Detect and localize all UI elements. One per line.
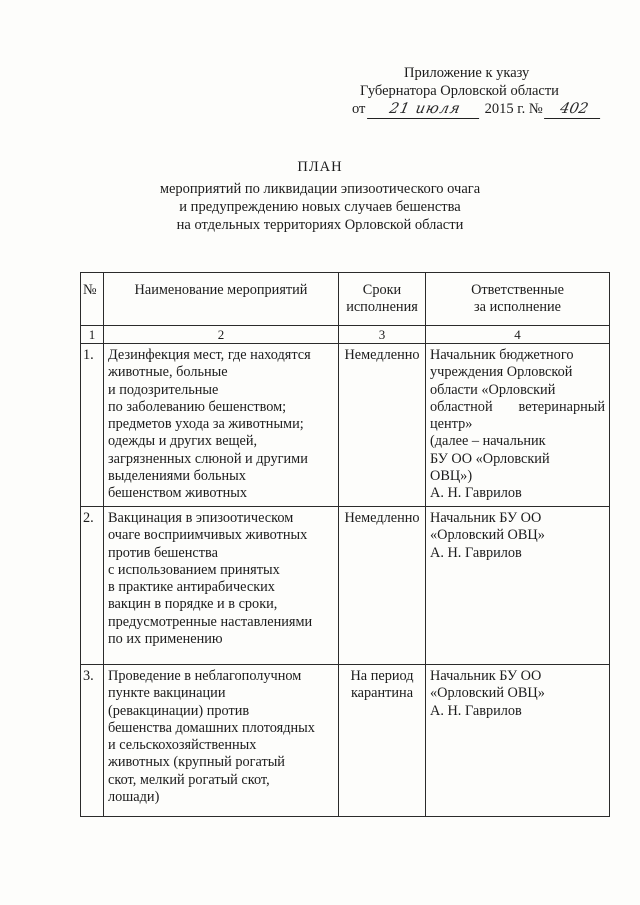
plan-subtitle-line: мероприятий по ликвидации эпизоотического очага [159, 181, 481, 197]
table-row [81, 344, 610, 507]
responsible-line: А. Н. Гаврилов [430, 485, 522, 502]
handwritten-date: 21 июля [367, 100, 483, 119]
terms-cell [339, 665, 426, 817]
table-header-row [81, 273, 610, 326]
responsible-line: БУ ОО «Орловский [430, 450, 550, 467]
measure-line: в практике антирабических [108, 579, 275, 596]
measure-line: одежды и других вещей, [108, 433, 258, 450]
responsible-line: А. Н. Гаврилов [430, 544, 522, 561]
column-number: 1 [81, 326, 104, 344]
responsible-line: (далее – начальник [430, 433, 546, 450]
row-number: 2. [83, 510, 94, 526]
row-number: 1. [83, 347, 94, 363]
measure-line: вакцин в порядке и в сроки, [108, 596, 278, 613]
terms-cell [339, 344, 426, 507]
measure-line: Проведение в неблагополучном [108, 668, 302, 684]
measure-line: животных (крупный рогатый [108, 754, 285, 771]
measure-line: загрязненных слюной и другими [108, 450, 308, 467]
measures-table [80, 272, 610, 817]
column-number-row [81, 326, 610, 344]
measure-line: предусмотренные наставлениями [108, 613, 313, 630]
decree-date-line [352, 100, 602, 119]
measure-line: с использованием принятых [108, 561, 280, 578]
responsible-line: областной ветеринарный [430, 398, 605, 415]
measure-line: против бешенства [108, 544, 218, 561]
year-and-number-label: 2015 г. № [484, 101, 543, 117]
terms-cell [339, 507, 426, 665]
responsible-line: Начальник бюджетного [430, 347, 574, 363]
responsible-cell [426, 665, 610, 817]
header-name: Наименование мероприятий [104, 273, 339, 326]
measure-line: (ревакцинации) против [108, 702, 250, 719]
responsible-line: Начальник БУ ОО [430, 510, 542, 526]
header-num: № [81, 273, 104, 326]
measure-line: предметов ухода за животными; [108, 416, 304, 433]
plan-subtitle-line: на отдельных территориях Орловской области [176, 217, 464, 233]
measure-line: по их применению [108, 631, 223, 648]
responsible-line: Начальник БУ ОО [430, 668, 542, 684]
responsible-line: «Орловский ОВЦ» [430, 685, 545, 702]
header-responsible: Ответственные за исполнение [426, 273, 610, 326]
terms-line: Немедленно [344, 510, 420, 526]
handwritten-number: 402 [544, 100, 604, 119]
column-number: 2 [104, 326, 339, 344]
responsible-cell [426, 344, 610, 507]
measure-line: бешенством животных [108, 485, 247, 502]
measure-line: выделениями больных [108, 468, 246, 485]
responsible-cell [426, 507, 610, 665]
measure-line: животные, больные [108, 364, 228, 381]
table-row [81, 507, 610, 665]
terms-line: На период [350, 668, 414, 684]
measure-line: очаге восприимчивых животных [108, 527, 308, 544]
measure-line: пункте вакцинации [108, 685, 226, 702]
row-number-cell [81, 665, 104, 817]
table-row [81, 665, 610, 817]
column-number: 3 [339, 326, 426, 344]
responsible-line: центр» [430, 416, 473, 433]
row-number-cell [81, 507, 104, 665]
measure-line: Вакцинация в эпизоотическом [108, 510, 294, 526]
measure-line: и подозрительные [108, 381, 219, 398]
terms-line: Немедленно [344, 347, 420, 363]
measure-line: лошади) [108, 789, 160, 806]
responsible-line: учреждения Орловской [430, 364, 573, 381]
measure-line: по заболеванию бешенством; [108, 398, 287, 415]
header-terms: Сроки исполнения [339, 273, 426, 326]
document-title [0, 158, 640, 234]
measure-name-cell [104, 665, 339, 817]
measure-line: и сельскохозяйственных [108, 737, 257, 754]
responsible-line: А. Н. Гаврилов [430, 702, 522, 719]
appendix-label: Приложение к указу [404, 65, 530, 81]
responsible-line: области «Орловский [430, 381, 556, 398]
responsible-line: ОВЦ») [430, 468, 473, 485]
row-number-cell [81, 344, 104, 507]
row-number: 3. [83, 668, 94, 684]
measure-line: Дезинфекция мест, где находятся [108, 347, 311, 363]
date-prefix: от [352, 101, 366, 117]
terms-line: карантина [350, 685, 414, 702]
measure-name-cell [104, 507, 339, 665]
governor-label: Губернатора Орловской области [360, 83, 559, 99]
responsible-line: «Орловский ОВЦ» [430, 527, 545, 544]
plan-subtitle-line: и предупреждению новых случаев бешенства [179, 199, 461, 215]
measure-name-cell [104, 344, 339, 507]
column-number: 4 [426, 326, 610, 344]
plan-heading: ПЛАН [297, 159, 343, 175]
measure-line: скот, мелкий рогатый скот, [108, 771, 270, 788]
measure-line: бешенства домашних плотоядных [108, 719, 315, 736]
